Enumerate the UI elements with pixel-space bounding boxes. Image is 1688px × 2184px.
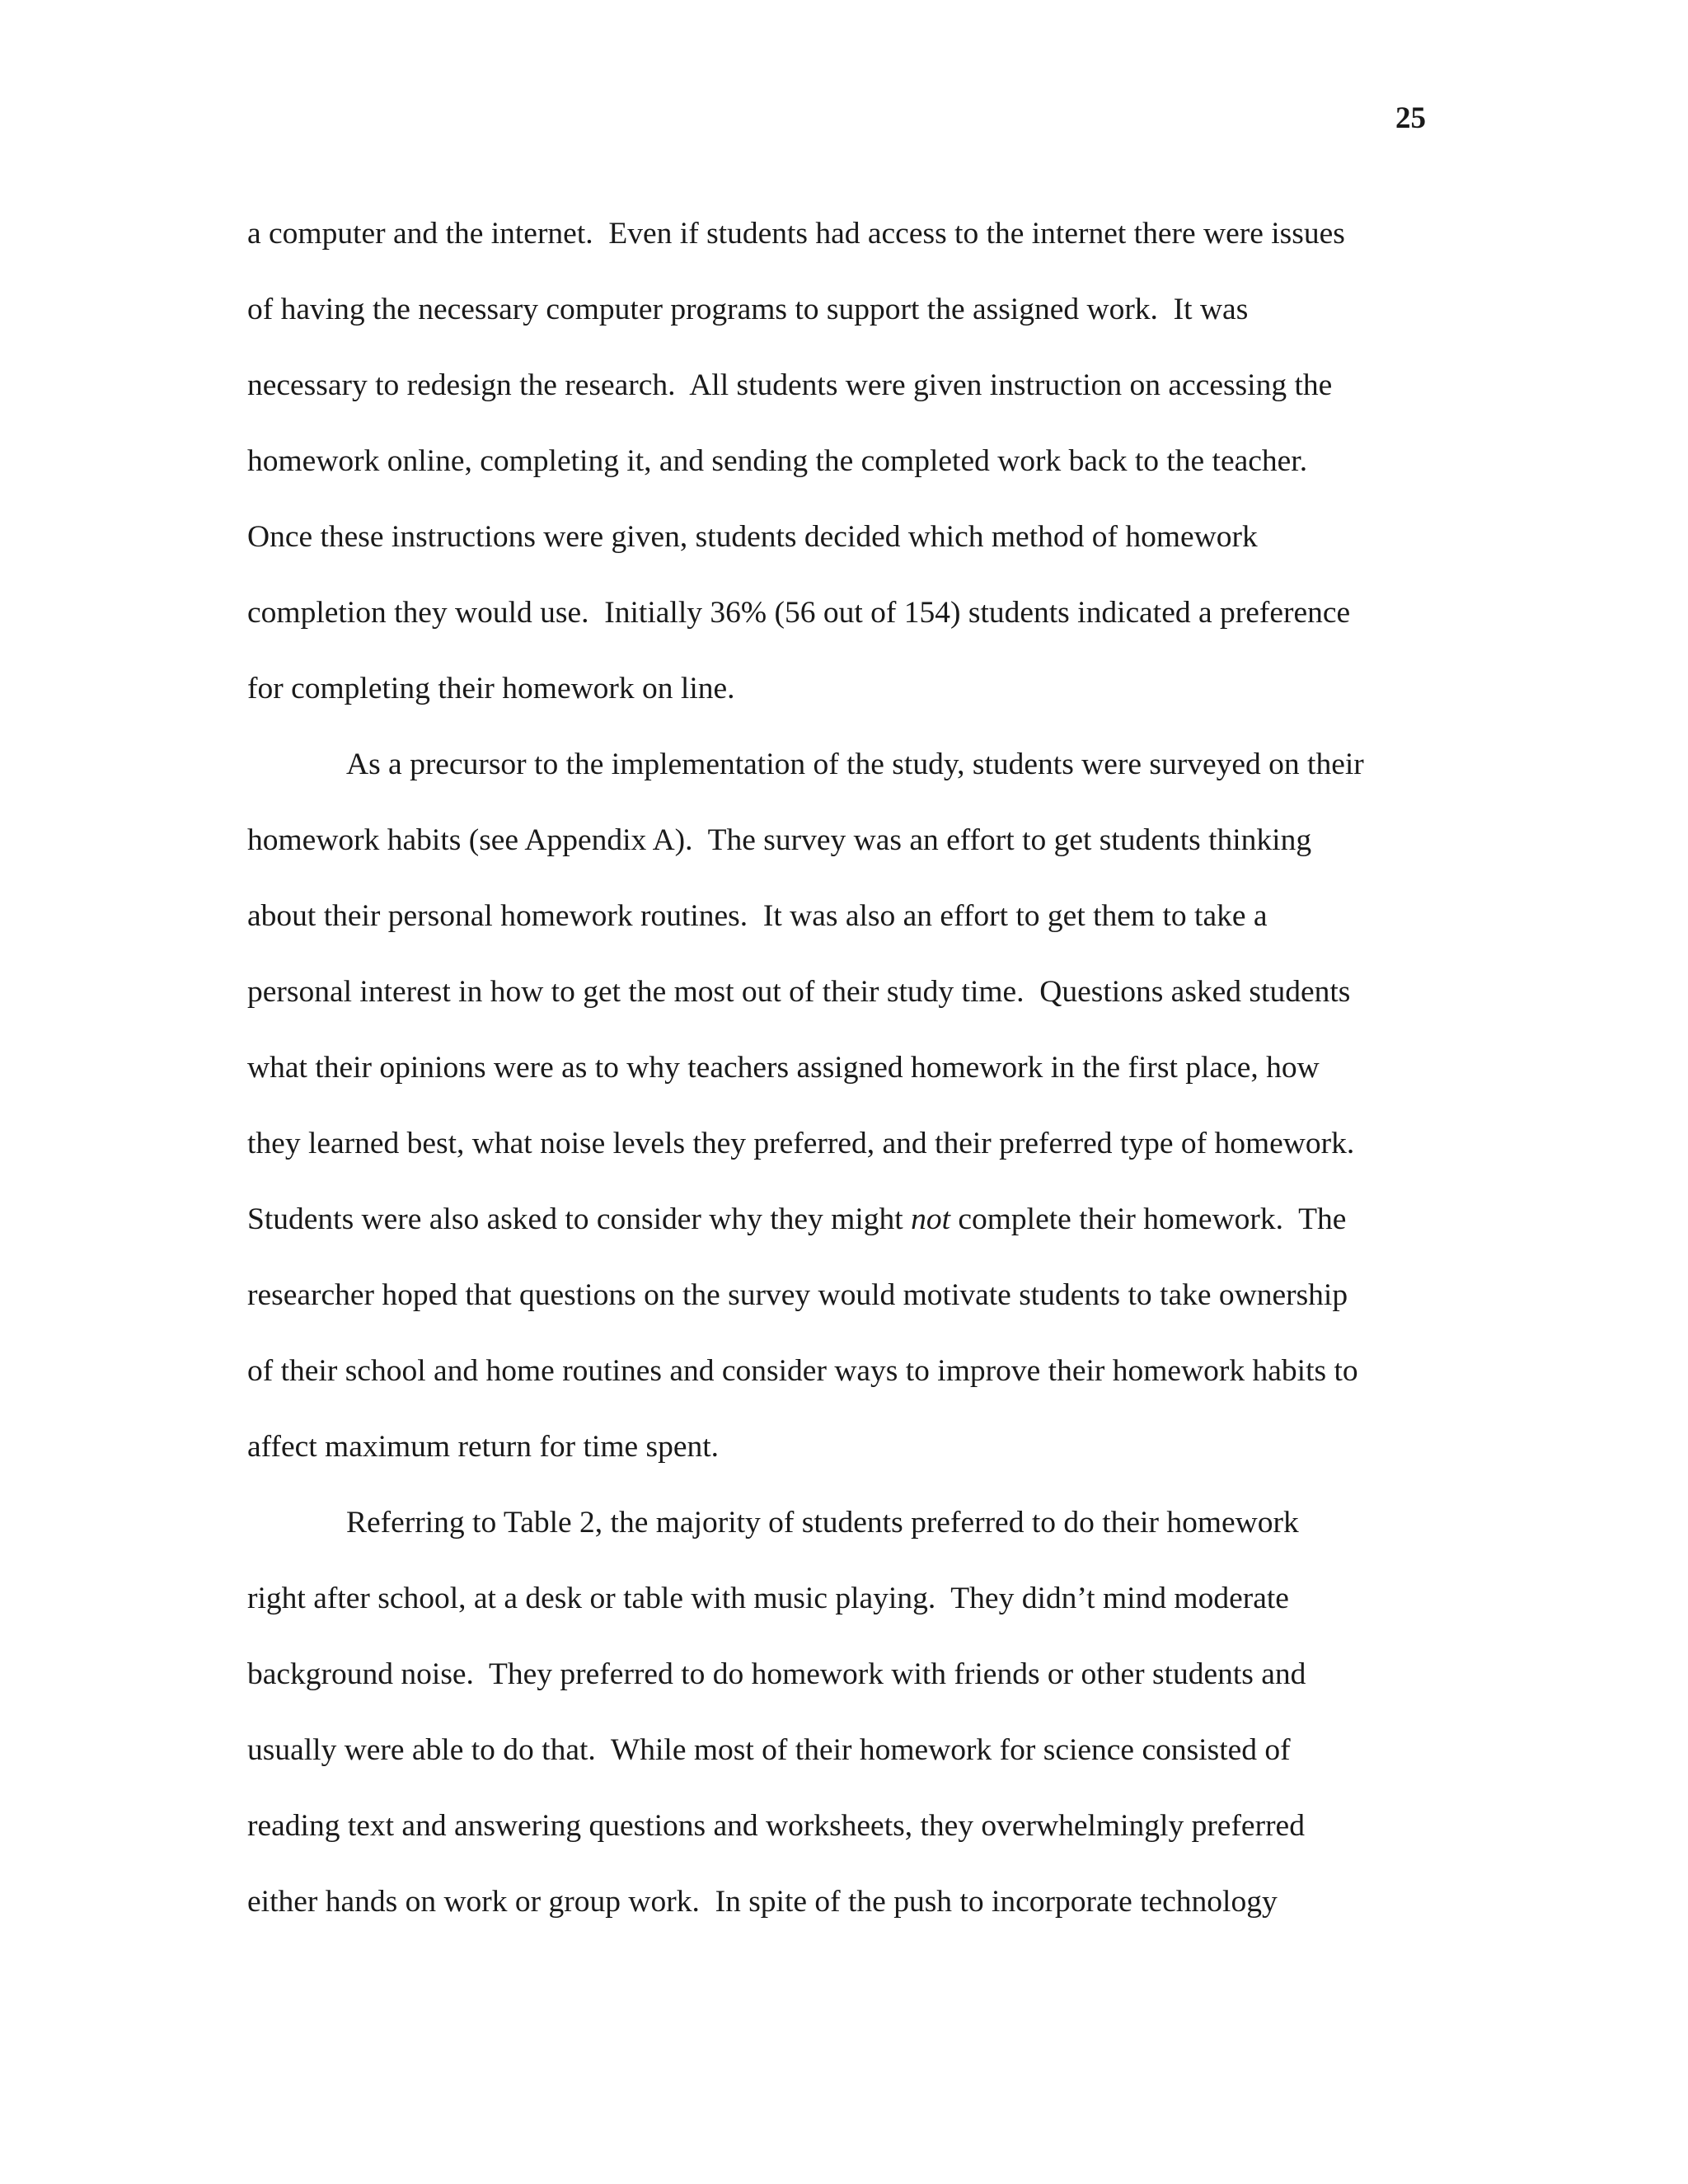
text-line: necessary to redesign the research. All students were given instruction on accessing the bbox=[247, 368, 1333, 402]
body-text bbox=[247, 196, 1442, 1940]
text-line: a computer and the internet. Even if students had access to the internet there were issues bbox=[247, 217, 1345, 251]
text-line: Referring to Table 2, the majority of students preferred to do their homework bbox=[346, 1506, 1299, 1540]
text-line: right after school, at a desk or table with music playing. They didn’t mind moderate bbox=[247, 1582, 1289, 1615]
page-number: 25 bbox=[1395, 101, 1426, 135]
text-line: they learned best, what noise levels they preferred, and their preferred type of homework. bbox=[247, 1127, 1355, 1160]
text-line: of having the necessary computer programs to support the assigned work. It was bbox=[247, 293, 1249, 326]
text-line: researcher hoped that questions on the survey would motivate students to take ownership bbox=[247, 1278, 1348, 1312]
text-line: homework habits (see Appendix A). The survey was an effort to get students thinking bbox=[247, 823, 1312, 857]
text-line: about their personal homework routines. It was also an effort to get them to take a bbox=[247, 899, 1268, 933]
text-line: either hands on work or group work. In spite of the push to incorporate technology bbox=[247, 1885, 1278, 1919]
text-line: Once these instructions were given, students decided which method of homework bbox=[247, 520, 1258, 554]
text-line: background noise. They preferred to do homework with friends or other students and bbox=[247, 1657, 1306, 1691]
text-line: affect maximum return for time spent. bbox=[247, 1430, 720, 1464]
paragraph-3 bbox=[247, 1485, 1442, 1940]
text-line: what their opinions were as to why teachers assigned homework in the first place, how bbox=[247, 1051, 1320, 1085]
text-line: reading text and answering questions and worksheets, they overwhelmingly preferred bbox=[247, 1809, 1305, 1843]
text-line: personal interest in how to get the most out of their study time. Questions asked students bbox=[247, 975, 1351, 1009]
emphasis-text: not bbox=[911, 1202, 950, 1236]
text-segment: Students were also asked to consider why they might bbox=[247, 1202, 912, 1236]
text-line: of their school and home routines and consider ways to improve their homework habits to bbox=[247, 1354, 1358, 1388]
text-segment: complete their homework. The bbox=[950, 1202, 1347, 1236]
text-line: As a precursor to the implementation of the study, students were surveyed on their bbox=[346, 748, 1364, 781]
text-line-with-emphasis bbox=[247, 1182, 1442, 1258]
text-line: usually were able to do that. While most of their homework for science consisted of bbox=[247, 1733, 1291, 1767]
text-line: for completing their homework on line. bbox=[247, 672, 735, 705]
paragraph-1 bbox=[247, 196, 1442, 727]
text-line: homework online, completing it, and sending the completed work back to the teacher. bbox=[247, 444, 1308, 478]
text-line: completion they would use. Initially 36% (56 out of 154) students indicated a preference bbox=[247, 596, 1351, 630]
paragraph-2 bbox=[247, 727, 1442, 1485]
